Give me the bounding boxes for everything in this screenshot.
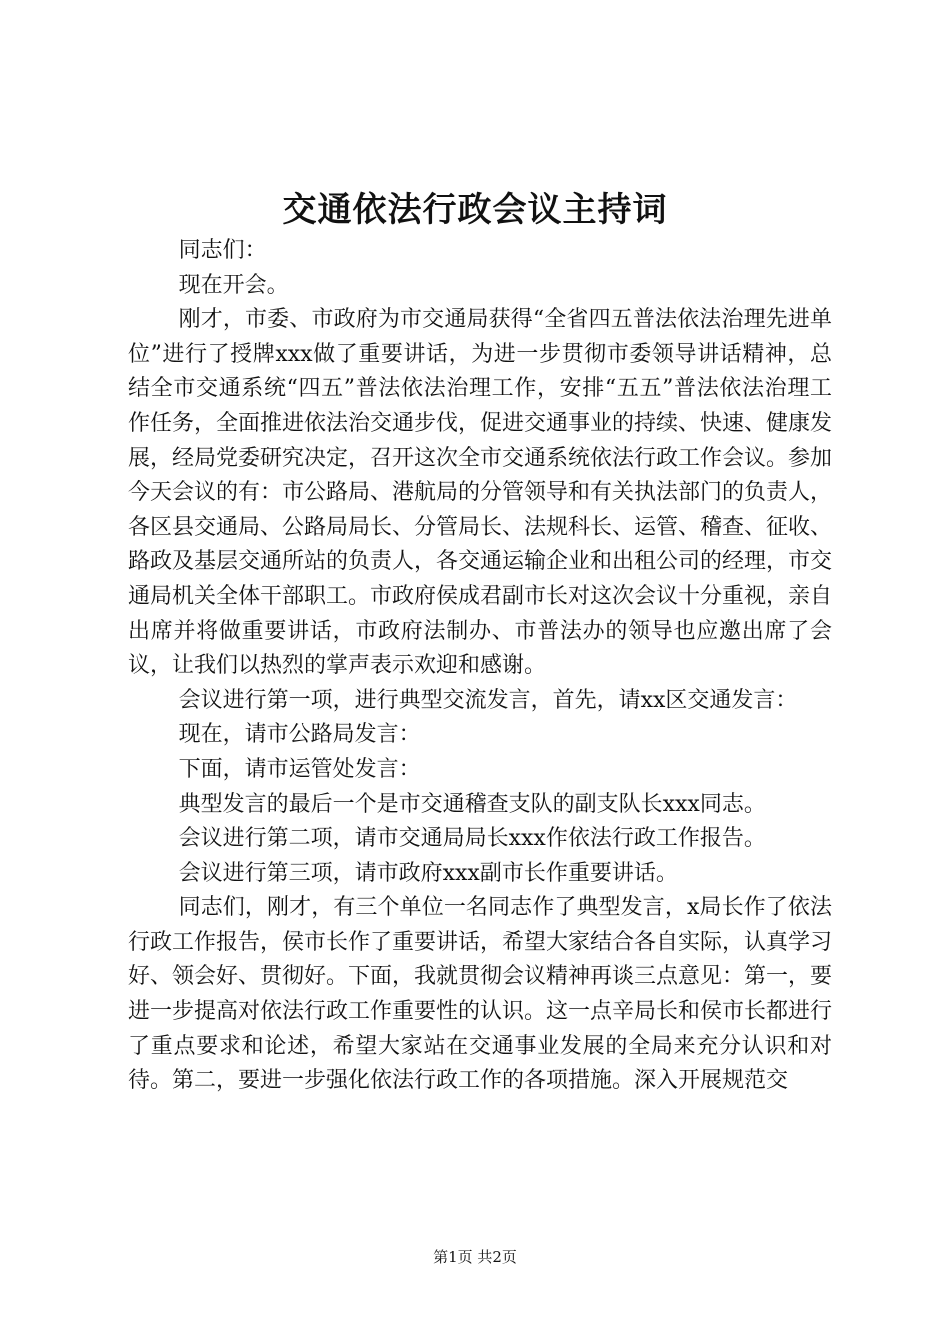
paragraph-agenda-item-3: 会议进行第三项，请市政府xxx副市长作重要讲话。 bbox=[178, 860, 678, 886]
paragraph-closing-remarks: 同志们，刚才，有三个单位一名同志作了典型发言，x局长作了依法行政工作报告，侯市长作了重要讲话，希望大家结合各自实际，认真学习好、领会好、贯彻好。下面，我就贯彻会议精神再谈三点意见：第一，要进一步提高对依法行政工作重要性的认识。这一点辛局长和侯市长都进行了重点要求和论述，希望大家站在交通事业发展的全局来充分认识和对待。第二，要进一步强化依法行政工作的各项措施。深入开展规范交 bbox=[128, 895, 833, 1094]
paragraph-speaker-transport-management: 下面，请市运管处发言： bbox=[178, 756, 421, 782]
paragraph-introduction: 刚才，市委、市政府为市交通局获得“全省四五普法依法治理先进单位”进行了授牌xxx做了重要讲话，为进一步贯彻市委领导讲话精神，总结全市交通系统“四五”普法依法治理工作，安排“五五”普法依法治理工作任务，全面推进依法治交通步伐，促进交通事业的持续、快速、健康发展，经局党委研究决定，召开这次全市交通系统依法行政工作会议。参加今天会议的有：市公路局、港航局的分管领导和有关执法部门的负责人，各区县交通局、公路局局长、分管局长、法规科长、运管、稽查、征收、路政及基层交通所站的负责人，各交通运输企业和出租公司的经理，市交通局机关全体干部职工。市政府侯成君副市长对这次会议十分重视，亲自出席并将做重要讲话，市政府法制办、市普法办的领导也应邀出席了会议，让我们以热烈的掌声表示欢迎和感谢。 bbox=[128, 307, 833, 679]
paragraph-opening: 现在开会。 bbox=[178, 272, 289, 298]
document-title: 交通依法行政会议主持词 bbox=[282, 190, 668, 230]
paragraph-agenda-item-2: 会议进行第二项，请市交通局局长xxx作依法行政工作报告。 bbox=[178, 826, 766, 852]
paragraph-speaker-highway: 现在，请市公路局发言： bbox=[178, 722, 421, 748]
paragraph-agenda-item-1: 会议进行第一项，进行典型交流发言，首先，请xx区交通发言： bbox=[178, 687, 798, 713]
page-number-footer: 第1页 共2页 bbox=[433, 1248, 517, 1266]
paragraph-salutation: 同志们： bbox=[178, 238, 267, 263]
paragraph-last-speaker: 典型发言的最后一个是市交通稽查支队的副支队长xxx同志。 bbox=[178, 791, 766, 817]
document-body bbox=[128, 234, 832, 1099]
